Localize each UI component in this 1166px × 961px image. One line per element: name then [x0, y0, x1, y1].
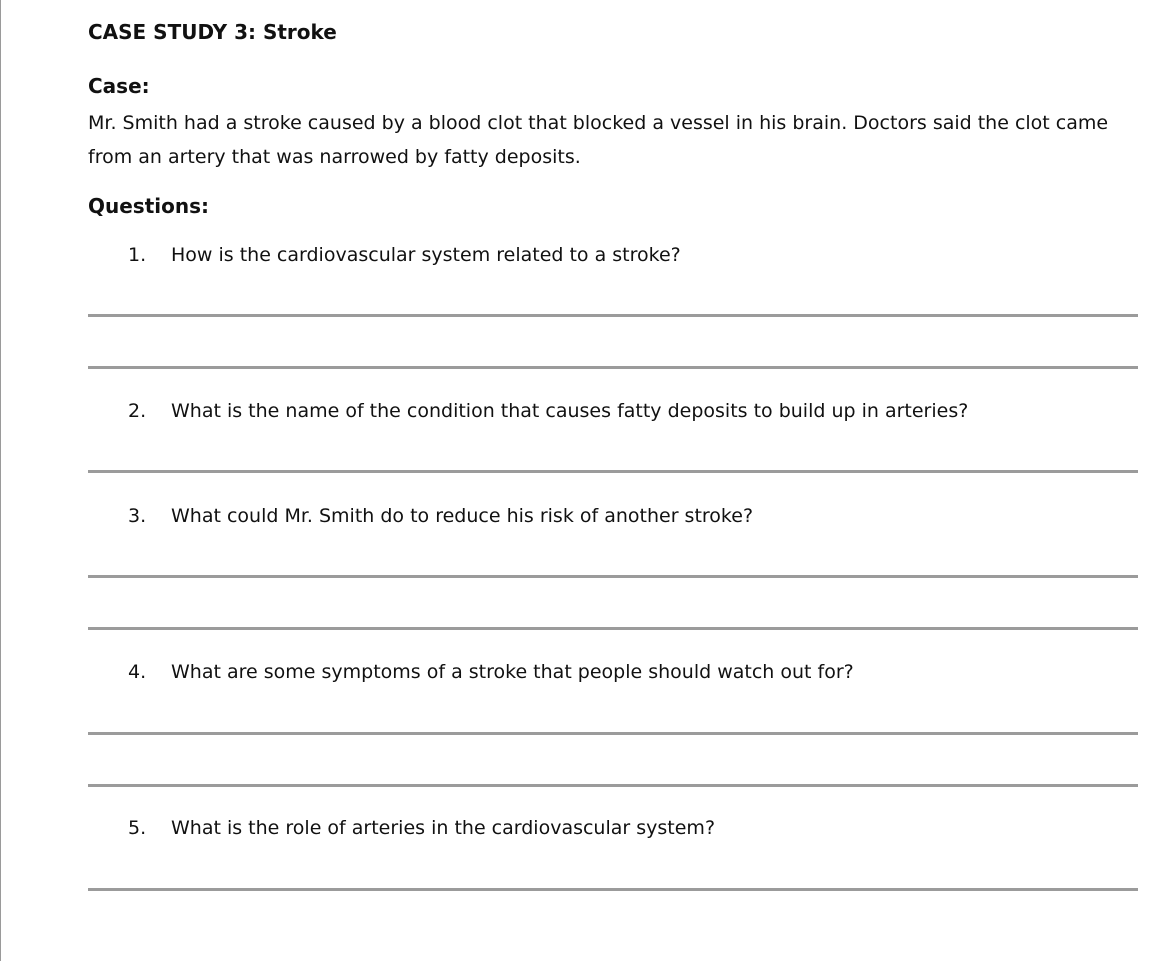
answer-line-3b[interactable] [88, 627, 1138, 630]
question-number: 2. [128, 400, 147, 422]
answer-line-4b[interactable] [88, 784, 1138, 787]
question-text: What is the role of arteries in the cardiovascular system? [171, 817, 716, 839]
questions-heading: Questions: [88, 194, 210, 218]
question-number: 4. [128, 661, 147, 683]
question-4 [128, 661, 854, 683]
answer-line-2a[interactable] [88, 470, 1138, 473]
question-2 [128, 400, 968, 422]
question-3 [128, 505, 753, 527]
page-left-border [0, 0, 1, 961]
question-5 [128, 817, 715, 839]
question-text: What could Mr. Smith do to reduce his risk of another stroke? [171, 505, 754, 527]
question-1 [128, 244, 681, 266]
question-text: How is the cardiovascular system related to a stroke? [171, 244, 681, 266]
case-description: Mr. Smith had a stroke caused by a blood clot that blocked a vessel in his brain. Doctors said the clot came from an artery that was narrowed by fatty deposits. [88, 112, 1109, 168]
question-text: What is the name of the condition that causes fatty deposits to build up in arteries? [171, 400, 969, 422]
question-text: What are some symptoms of a stroke that people should watch out for? [171, 661, 854, 683]
answer-line-3a[interactable] [88, 575, 1138, 578]
answer-line-5a[interactable] [88, 888, 1138, 891]
answer-line-1b[interactable] [88, 366, 1138, 369]
answer-line-4a[interactable] [88, 732, 1138, 735]
question-number: 1. [128, 244, 147, 266]
answer-line-1a[interactable] [88, 314, 1138, 317]
question-number: 3. [128, 505, 147, 527]
question-number: 5. [128, 817, 147, 839]
page-title: CASE STUDY 3: Stroke [88, 20, 337, 44]
case-heading: Case: [88, 74, 150, 98]
